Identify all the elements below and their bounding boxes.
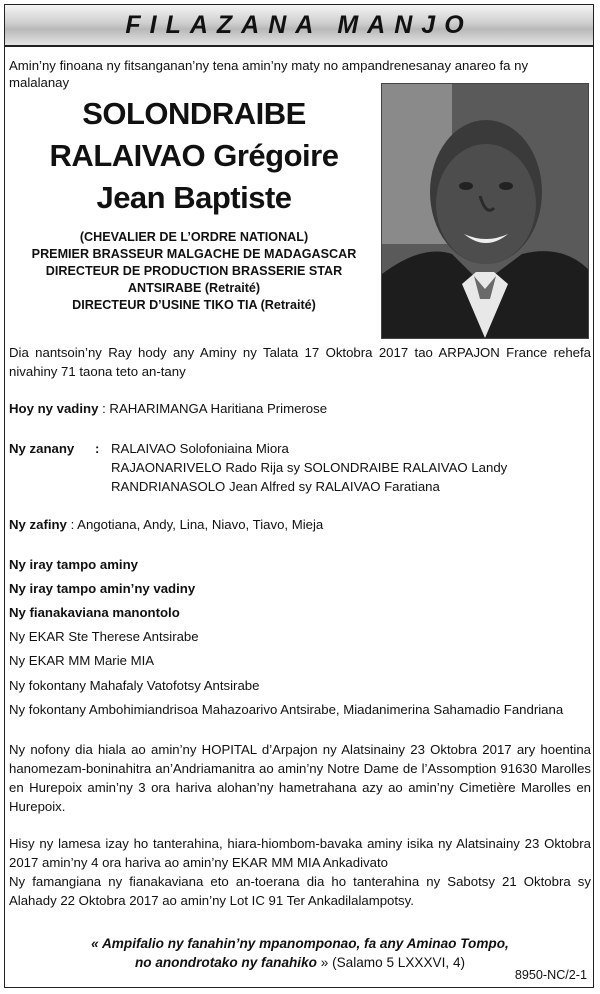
quote-reference: » (Salamo 5 LXXXVI, 4) <box>316 955 466 970</box>
family-plain-4: Ny fokontany Ambohimiandrisoa Mahazoarivo Antsirabe, Miadanimerina Sahamadio Fandriana <box>9 702 564 717</box>
title-line: (CHEVALIER DE L’ORDRE NATIONAL) <box>79 230 309 244</box>
family-bold-1: Ny iray tampo aminy <box>9 557 138 572</box>
deceased-name-line-3: Jean Baptiste <box>96 180 292 215</box>
header-banner <box>5 5 593 47</box>
grandchildren-label: Ny zafiny <box>9 517 67 532</box>
hospital-notice: Ny nofony dia hiala ao amin’ny HOPITAL d’Arpajon ny Alatsinainy 23 Oktobra 2017 ary hoentina hanomezam-boninahitra an’Andriamanitra ao amin’ny Notre Dame de l’Assomption 91630 Marolles en Hurepoix amin’ny 3 ora hariva alohan’ny hametrahana azy ao amin’ny Cimetière Marolles en Hurepoix. <box>9 742 591 814</box>
death-notice: Dia nantsoin’ny Ray hody any Aminy ny Talata 17 Oktobra 2017 tao ARPAJON France rehefa nivahiny 71 taona teto an-tany <box>9 345 591 379</box>
children-label-text: Ny zanany <box>9 441 75 456</box>
portrait-illustration <box>382 84 588 338</box>
child-entry: RANDRIANASOLO Jean Alfred sy RALAIVAO Faratiana <box>111 479 440 494</box>
deceased-name-line-2: RALAIVAO Grégoire <box>49 138 339 173</box>
child-entry: RALAIVAO Solofoniaina Miora <box>111 441 289 456</box>
family-bold-3: Ny fianakaviana manontolo <box>9 605 180 620</box>
child-entry: RAJAONARIVELO Rado Rija sy SOLONDRAIBE RALAIVAO Landy <box>111 460 508 475</box>
family-plain-3: Ny fokontany Mahafaly Vatofotsy Antsirabe <box>9 678 260 693</box>
widow-line <box>9 399 591 418</box>
children-colon-text: : <box>95 441 100 456</box>
quote-line-1 <box>5 934 595 953</box>
title-line: DIRECTEUR D’USINE TIKO TIA (Retraité) <box>72 298 316 312</box>
grandchildren-line <box>9 515 591 534</box>
notice-reference: 8950-NC/2-1 <box>514 968 587 982</box>
family-bold-2: Ny iray tampo amin’ny vadiny <box>9 581 196 596</box>
gathering-notice: Ny famangiana ny fianakaviana eto an-toerana dia ho tanterahina ny Sabotsy 21 Oktobra sy Alahady 22 Oktobra 2017 ao amin’ny Lot IC 91 Ter Ankadilalampotsy. <box>9 874 591 908</box>
deceased-name-line-1: SOLONDRAIBE <box>82 96 306 131</box>
deceased-titles <box>5 229 383 314</box>
title-line: ANTSIRABE (Retraité) <box>127 281 261 295</box>
title-line: PREMIER BRASSEUR MALGACHE DE MADAGASCAR <box>31 247 357 261</box>
obituary-frame <box>4 4 594 988</box>
intro-text: Amin’ny finoana ny fitsanganan’ny tena amin’ny maty no ampandrenesanay anareo fa ny malalanay <box>9 58 529 90</box>
quote-line-2-italic: no anondrotako ny fanahiko <box>134 955 317 970</box>
family-plain-1: Ny EKAR Ste Therese Antsirabe <box>9 629 199 644</box>
header-title: FILAZANA MANJO <box>125 10 473 39</box>
grandchildren-value: : Angotiana, Andy, Lina, Niavo, Tiavo, Mieja <box>70 517 324 532</box>
title-line: DIRECTEUR DE PRODUCTION BRASSERIE STAR <box>45 264 343 278</box>
quote-line-1-text: « Ampifalio ny fanahin’ny mpanomponao, fa any Aminao Tompo, <box>91 936 509 951</box>
widow-value: : RAHARIMANGA Haritiana Primerose <box>102 401 328 416</box>
quote-line-2 <box>5 953 595 972</box>
widow-label: Hoy ny vadiny <box>9 401 99 416</box>
mass-notice: Hisy ny lamesa izay ho tanterahina, hiara-hiombom-bavaka aminy isika ny Alatsinainy 23 Oktobra 2017 amin’ny 4 ora hariva ao amin’ny EKAR MM MIA Ankadivato <box>9 836 591 870</box>
portrait-photo <box>381 83 589 339</box>
family-plain-2: Ny EKAR MM Marie MIA <box>9 653 155 668</box>
children-list <box>111 439 591 496</box>
children-label <box>9 439 109 458</box>
